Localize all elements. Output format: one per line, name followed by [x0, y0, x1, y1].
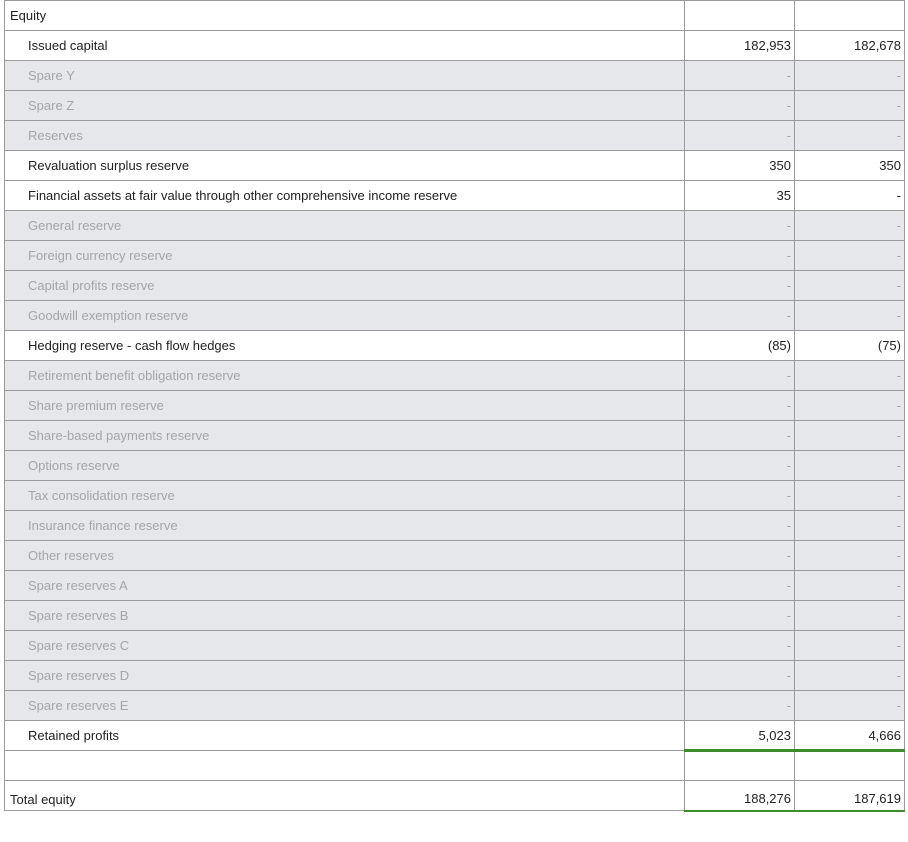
value-cell-prior[interactable]: (75) [795, 331, 905, 361]
line-item-row-insurance-finance-reserve [5, 511, 905, 541]
total-value-current[interactable]: 188,276 [685, 781, 795, 811]
value-cell-current[interactable]: - [685, 481, 795, 511]
value-cell-prior[interactable]: - [795, 361, 905, 391]
line-item-label: Issued capital [5, 31, 685, 61]
line-item-row-general-reserve [5, 211, 905, 241]
line-item-label: Retirement benefit obligation reserve [5, 361, 685, 391]
value-cell-current[interactable]: - [685, 691, 795, 721]
line-item-label: Retained profits [5, 721, 685, 751]
line-item-row-share-premium-reserve [5, 391, 905, 421]
line-item-row-spare-z [5, 91, 905, 121]
value-cell-prior[interactable]: 4,666 [795, 721, 905, 751]
value-cell-prior[interactable]: - [795, 61, 905, 91]
line-item-row-issued-capital [5, 31, 905, 61]
value-cell-current[interactable]: 35 [685, 181, 795, 211]
value-cell-prior[interactable]: - [795, 271, 905, 301]
line-item-label: Spare Z [5, 91, 685, 121]
total-equity-row [5, 781, 905, 811]
spacer-cell [795, 751, 905, 781]
line-item-row-hedging-reserve-cash-flow-hedges [5, 331, 905, 361]
line-item-row-tax-consolidation-reserve [5, 481, 905, 511]
line-item-row-spare-reserves-c [5, 631, 905, 661]
line-item-row-retirement-benefit-obligation-reserve [5, 361, 905, 391]
value-cell-prior[interactable]: - [795, 511, 905, 541]
line-item-row-spare-y [5, 61, 905, 91]
line-item-label: Options reserve [5, 451, 685, 481]
line-item-row-spare-reserves-a [5, 571, 905, 601]
line-item-label: Spare reserves B [5, 601, 685, 631]
value-cell-current[interactable]: - [685, 601, 795, 631]
value-cell-current[interactable]: - [685, 631, 795, 661]
value-cell-current[interactable]: - [685, 511, 795, 541]
spacer-row [5, 751, 905, 781]
line-item-row-spare-reserves-e [5, 691, 905, 721]
value-cell-current[interactable]: - [685, 301, 795, 331]
value-cell-current[interactable]: - [685, 121, 795, 151]
line-item-label: Capital profits reserve [5, 271, 685, 301]
value-cell-prior[interactable]: - [795, 421, 905, 451]
total-label: Total equity [5, 781, 685, 811]
value-cell-current[interactable]: 5,023 [685, 721, 795, 751]
line-item-row-capital-profits-reserve [5, 271, 905, 301]
value-cell-current[interactable]: - [685, 451, 795, 481]
equity-table [4, 0, 905, 812]
value-cell-current[interactable]: - [685, 661, 795, 691]
line-item-label: Spare reserves D [5, 661, 685, 691]
section-title: Equity [5, 1, 685, 31]
value-cell-current[interactable]: - [685, 91, 795, 121]
line-item-label: Share-based payments reserve [5, 421, 685, 451]
value-cell-prior[interactable]: - [795, 301, 905, 331]
line-item-label: General reserve [5, 211, 685, 241]
value-cell-current[interactable]: - [685, 571, 795, 601]
line-item-row-spare-reserves-b [5, 601, 905, 631]
value-cell-current[interactable]: - [685, 271, 795, 301]
line-item-label: Foreign currency reserve [5, 241, 685, 271]
value-cell-prior[interactable]: - [795, 481, 905, 511]
line-item-label: Spare reserves C [5, 631, 685, 661]
line-item-label: Insurance finance reserve [5, 511, 685, 541]
section-header-row [5, 1, 905, 31]
line-item-label: Revaluation surplus reserve [5, 151, 685, 181]
value-cell-current[interactable]: - [685, 61, 795, 91]
line-item-row-goodwill-exemption-reserve [5, 301, 905, 331]
value-cell-prior[interactable]: - [795, 631, 905, 661]
value-cell-prior[interactable]: - [795, 91, 905, 121]
line-item-label: Spare reserves A [5, 571, 685, 601]
line-item-label: Goodwill exemption reserve [5, 301, 685, 331]
value-cell-prior[interactable]: - [795, 211, 905, 241]
value-cell-prior[interactable]: - [795, 571, 905, 601]
value-cell-current[interactable]: - [685, 541, 795, 571]
value-cell-current[interactable]: 182,953 [685, 31, 795, 61]
line-item-label: Spare reserves E [5, 691, 685, 721]
value-cell-current[interactable] [685, 1, 795, 31]
value-cell-prior[interactable]: 350 [795, 151, 905, 181]
value-cell-current[interactable]: - [685, 361, 795, 391]
line-item-label: Share premium reserve [5, 391, 685, 421]
total-value-prior[interactable]: 187,619 [795, 781, 905, 811]
value-cell-prior[interactable]: 182,678 [795, 31, 905, 61]
value-cell-current[interactable]: (85) [685, 331, 795, 361]
line-item-row-revaluation-surplus-reserve [5, 151, 905, 181]
value-cell-prior[interactable]: - [795, 181, 905, 211]
value-cell-prior[interactable]: - [795, 451, 905, 481]
line-item-label: Hedging reserve - cash flow hedges [5, 331, 685, 361]
line-item-label: Reserves [5, 121, 685, 151]
value-cell-prior[interactable]: - [795, 541, 905, 571]
value-cell-prior[interactable]: - [795, 241, 905, 271]
value-cell-prior[interactable] [795, 1, 905, 31]
line-item-row-spare-reserves-d [5, 661, 905, 691]
value-cell-current[interactable]: - [685, 391, 795, 421]
line-item-row-retained-profits [5, 721, 905, 751]
line-item-label: Tax consolidation reserve [5, 481, 685, 511]
spacer-cell [5, 751, 685, 781]
value-cell-current[interactable]: - [685, 211, 795, 241]
value-cell-prior[interactable]: - [795, 121, 905, 151]
value-cell-prior[interactable]: - [795, 661, 905, 691]
line-item-label: Financial assets at fair value through other comprehensive income reserve [5, 181, 685, 211]
spacer-cell [685, 751, 795, 781]
line-item-label: Other reserves [5, 541, 685, 571]
line-item-label: Spare Y [5, 61, 685, 91]
value-cell-current[interactable]: 350 [685, 151, 795, 181]
equity-table-body [5, 1, 905, 811]
value-cell-current[interactable]: - [685, 421, 795, 451]
value-cell-prior[interactable]: - [795, 601, 905, 631]
line-item-row-options-reserve [5, 451, 905, 481]
line-item-row-financial-assets-at-fair-value-through-other-comprehensive-income-reserve [5, 181, 905, 211]
value-cell-prior[interactable]: - [795, 691, 905, 721]
line-item-row-foreign-currency-reserve [5, 241, 905, 271]
line-item-row-share-based-payments-reserve [5, 421, 905, 451]
line-item-row-reserves [5, 121, 905, 151]
value-cell-prior[interactable]: - [795, 391, 905, 421]
line-item-row-other-reserves [5, 541, 905, 571]
value-cell-current[interactable]: - [685, 241, 795, 271]
